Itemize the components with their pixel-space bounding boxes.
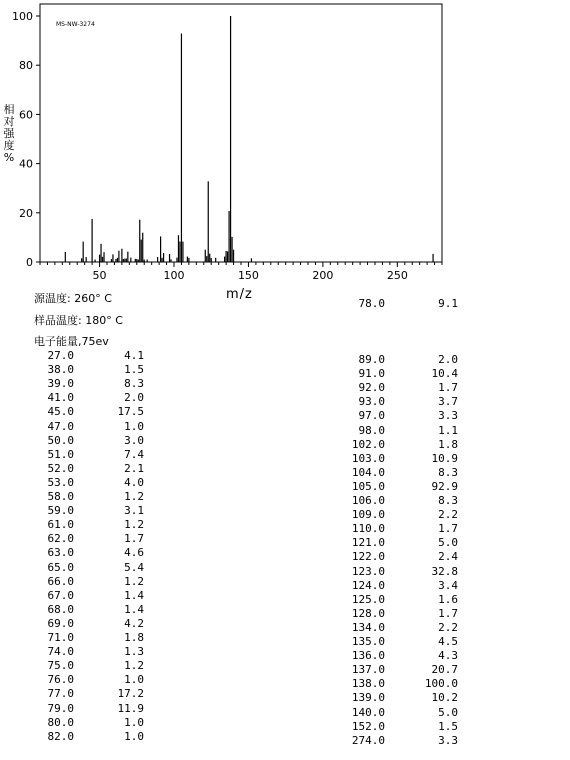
peak-mz: 91.0 (358, 367, 385, 381)
peak-mz: 134.0 (351, 620, 385, 634)
peak-abundance: 2.0 (124, 391, 144, 405)
peak-mz: 104.0 (351, 465, 385, 479)
peak-mz: 106.0 (351, 494, 385, 507)
peak-abundance: 1.4 (124, 588, 144, 602)
peak-abundance: 4.3 (438, 649, 458, 663)
y-tick-label: 20 (19, 206, 33, 220)
peak-abundance: 2.4 (438, 550, 458, 564)
y-tick-label: 100 (12, 10, 33, 23)
source-temperature: 源温度: 260° C (34, 292, 112, 305)
peak-mz: 45.0 (47, 405, 74, 419)
peak-mz: 97.0 (358, 409, 385, 423)
peak-abundance: 17.5 (117, 405, 144, 419)
peak-abundance: 5.4 (124, 560, 144, 574)
peak-mz: 52.0 (47, 461, 74, 475)
spectrum-id-label: MS-NW-3274 (56, 21, 95, 28)
peak-abundance: 32.8 (431, 564, 458, 578)
peak-abundance: 1.2 (124, 659, 144, 673)
peak-mz: 128.0 (351, 606, 385, 620)
peak-mz: 102.0 (351, 437, 385, 451)
peak-abundance: 2.0 (438, 353, 458, 366)
peak-mz: 139.0 (351, 691, 385, 705)
peak-abundance: 10.9 (431, 451, 458, 465)
peak-mz: 125.0 (351, 592, 385, 606)
peak-abundance: 1.2 (124, 518, 144, 532)
peak-mz: 138.0 (351, 677, 385, 691)
peak-mz: 82.0 (47, 729, 74, 743)
peak-abundance: 1.1 (438, 423, 458, 437)
peak-mz: 58.0 (47, 490, 74, 503)
peak-mz: 135.0 (351, 635, 385, 648)
peak-abundance: 100.0 (424, 677, 458, 691)
peak-mz: 137.0 (351, 663, 385, 677)
y-axis-label (2, 104, 16, 164)
x-tick-label: 250 (386, 269, 408, 282)
peak-abundance: 2.2 (438, 508, 458, 522)
peak-mz: 62.0 (47, 532, 74, 546)
peak-mz: 74.0 (47, 645, 74, 659)
peak-mz: 61.0 (47, 518, 74, 532)
peak-abundance: 20.7 (431, 663, 458, 677)
y-axis-label-char: 度 (3, 139, 15, 152)
peak-abundance: 1.5 (124, 363, 144, 377)
peak-mz: 68.0 (47, 602, 74, 616)
peak-abundance: 8.3 (438, 494, 458, 507)
peak-abundance: 3.3 (438, 733, 458, 747)
y-axis-label-char: 强 (3, 127, 15, 140)
peak-abundance: 4.2 (124, 616, 144, 630)
peak-abundance: 7.4 (124, 447, 144, 461)
x-tick-label: 150 (237, 269, 259, 282)
peak-mz: 53.0 (47, 475, 74, 489)
peak-abundance: 11.9 (117, 701, 144, 715)
plot-border (40, 4, 442, 262)
peak-mz: 122.0 (351, 550, 385, 564)
peak-abundance: 1.3 (124, 645, 144, 659)
peak-abundance: 3.0 (124, 433, 144, 447)
peak-abundance: 8.3 (124, 377, 144, 391)
peak-mz: 140.0 (351, 705, 385, 719)
sample-temperature: 样品温度: 180° C (34, 314, 123, 327)
y-axis-label-char: 对 (3, 115, 15, 128)
peak-mz: 69.0 (47, 616, 74, 630)
peak-abundance: 1.7 (438, 606, 458, 620)
peak-abundance: 1.2 (124, 490, 144, 503)
peak-abundance: 2.1 (124, 461, 144, 475)
peak-mz: 110.0 (351, 522, 385, 536)
peak-mz: 89.0 (358, 353, 385, 366)
peak-mz: 152.0 (351, 719, 385, 733)
peak-mz: 79.0 (47, 701, 74, 715)
peak-mz: 93.0 (358, 395, 385, 409)
peak-abundance: 1.0 (124, 419, 144, 433)
peak-mz: 63.0 (47, 546, 74, 560)
peak-mz: 121.0 (351, 536, 385, 550)
peak-mz: 77.0 (47, 687, 74, 701)
peak-mz: 103.0 (351, 451, 385, 465)
peak-abundance: 4.6 (124, 546, 144, 560)
peak-mz: 80.0 (47, 715, 74, 729)
peak-abundance: 3.3 (438, 409, 458, 423)
peak-abundance: 17.2 (117, 687, 144, 701)
peak-abundance: 3.7 (438, 395, 458, 409)
y-tick-label: 40 (19, 157, 33, 171)
peak-mz: 27.0 (47, 349, 74, 362)
peak-mz: 38.0 (47, 363, 74, 377)
peak-mz: 51.0 (47, 447, 74, 461)
peak-abundance: 4.5 (438, 635, 458, 648)
peak-abundance: 1.0 (124, 673, 144, 687)
peak-mz: 136.0 (351, 649, 385, 663)
peak-abundance: 2.2 (438, 620, 458, 634)
mass-spectrum-chart (0, 0, 570, 290)
peak-abundance: 1.7 (124, 532, 144, 546)
plot-frame (40, 4, 442, 262)
peak-abundance: 92.9 (431, 479, 458, 493)
y-axis-label-char: % (3, 151, 15, 164)
y-tick-label: 60 (19, 108, 33, 122)
peak-abundance: 1.2 (124, 574, 144, 588)
peak-mz: 71.0 (47, 631, 74, 644)
peak-abundance: 5.0 (438, 536, 458, 550)
peak-abundance: 1.6 (438, 592, 458, 606)
x-tick-label: 100 (163, 269, 185, 282)
y-tick-label: 80 (19, 59, 33, 73)
peak-abundance: 10.2 (431, 691, 458, 705)
peak-abundance: 1.8 (124, 631, 144, 644)
spectrum-bars (65, 16, 433, 262)
peak-abundance: 1.4 (124, 602, 144, 616)
y-axis-label-char: 相 (3, 103, 15, 116)
peak-mz: 105.0 (351, 479, 385, 493)
peak-mz: 274.0 (351, 733, 385, 747)
x-tick-label: 50 (92, 269, 107, 282)
peak-mz: 66.0 (47, 574, 74, 588)
y-tick-label: 0 (26, 256, 33, 269)
peak-abundance: 8.3 (438, 465, 458, 479)
peak-mz: 47.0 (47, 419, 74, 433)
peak-mz: 124.0 (351, 578, 385, 592)
peak-mz: 109.0 (351, 508, 385, 522)
peak-mz: 78.0 (358, 297, 385, 310)
peak-mz: 76.0 (47, 673, 74, 687)
peak-mz: 75.0 (47, 659, 74, 673)
peak-abundance: 10.4 (431, 367, 458, 381)
peak-abundance: 1.8 (438, 437, 458, 451)
peak-abundance: 1.7 (438, 381, 458, 395)
peak-mz: 50.0 (47, 433, 74, 447)
peak-abundance: 1.7 (438, 522, 458, 536)
peak-abundance: 3.1 (124, 504, 144, 518)
peak-mz: 39.0 (47, 377, 74, 391)
peak-abundance: 1.5 (438, 719, 458, 733)
electron-energy: 电子能量,75ev (34, 335, 109, 348)
x-tick-label: 200 (312, 269, 334, 282)
y-axis-ticks (12, 10, 40, 269)
peak-mz: 65.0 (47, 560, 74, 574)
peak-mz: 123.0 (351, 564, 385, 578)
peak-abundance: 4.1 (124, 349, 144, 362)
peak-mz: 67.0 (47, 588, 74, 602)
peak-mz: 59.0 (47, 504, 74, 518)
peak-mz: 98.0 (358, 423, 385, 437)
peak-abundance: 3.4 (438, 578, 458, 592)
peak-abundance: 1.0 (124, 715, 144, 729)
peak-abundance: 1.0 (124, 729, 144, 743)
peak-mz: 41.0 (47, 391, 74, 405)
x-axis-ticks (40, 262, 442, 282)
peak-mz: 92.0 (358, 381, 385, 395)
peak-abundance: 9.1 (438, 297, 458, 310)
x-axis-label: m/z (226, 287, 253, 302)
peak-abundance: 5.0 (438, 705, 458, 719)
peak-abundance: 4.0 (124, 475, 144, 489)
